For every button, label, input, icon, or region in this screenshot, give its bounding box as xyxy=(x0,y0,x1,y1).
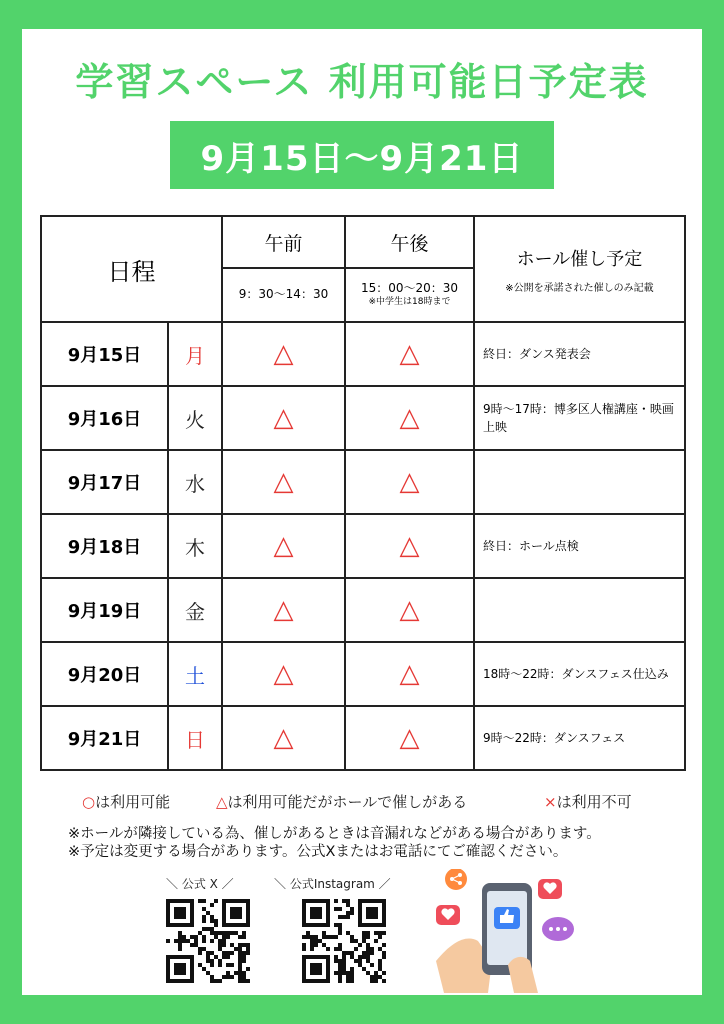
x-qr-code-icon[interactable] xyxy=(166,899,250,983)
table-row xyxy=(41,578,685,642)
row-afternoon-status: △ xyxy=(345,322,474,386)
morning-header: 午前 xyxy=(222,216,345,268)
notes xyxy=(68,825,688,861)
circle-symbol: ○ xyxy=(82,793,96,811)
triangle-symbol: △ xyxy=(216,793,228,811)
row-morning-status: △ xyxy=(222,386,345,450)
row-hall-event: 終日：ホール点検 xyxy=(474,514,685,578)
note-line: ※ホールが隣接している為、催しがあるときは音漏れなどがある場合があります。 xyxy=(68,826,601,842)
row-date: 9月17日 xyxy=(41,450,168,514)
legend-unavailable xyxy=(544,791,632,812)
hall-header xyxy=(474,216,685,322)
row-weekday: 木 xyxy=(168,514,222,578)
hall-header-title: ホール催し予定 xyxy=(516,248,643,270)
cross-symbol: × xyxy=(544,793,557,811)
table-row xyxy=(41,706,685,770)
row-hall-event xyxy=(474,578,685,642)
row-afternoon-status: △ xyxy=(345,450,474,514)
row-hall-event: 9時〜22時：ダンスフェス xyxy=(474,706,685,770)
row-date: 9月18日 xyxy=(41,514,168,578)
row-date: 9月15日 xyxy=(41,322,168,386)
row-weekday: 日 xyxy=(168,706,222,770)
hall-header-note: ※公開を承諾された催しのみ記載 xyxy=(505,282,654,294)
table-row xyxy=(41,322,685,386)
row-morning-status: △ xyxy=(222,706,345,770)
table-row xyxy=(41,514,685,578)
row-morning-status: △ xyxy=(222,578,345,642)
afternoon-time-text: 15：00〜20：30 xyxy=(360,281,459,296)
row-afternoon-status: △ xyxy=(345,386,474,450)
note-line: ※予定は変更する場合があります。公式Xまたはお電話にてご確認ください。 xyxy=(68,844,568,860)
row-afternoon-status: △ xyxy=(345,514,474,578)
row-afternoon-status: △ xyxy=(345,642,474,706)
row-weekday: 土 xyxy=(168,642,222,706)
row-date: 9月16日 xyxy=(41,386,168,450)
instagram-qr-code-icon[interactable] xyxy=(302,899,386,983)
afternoon-header: 午後 xyxy=(345,216,474,268)
row-weekday: 火 xyxy=(168,386,222,450)
page-title: 学習スペース 利用可能日予定表 xyxy=(75,60,649,104)
schedule-sheet xyxy=(22,29,702,995)
row-morning-status: △ xyxy=(222,514,345,578)
afternoon-time-note: ※中学生は18時まで xyxy=(368,296,451,307)
period-banner xyxy=(170,121,554,189)
row-morning-status: △ xyxy=(222,450,345,514)
morning-time: 9：30〜14：30 xyxy=(222,268,345,322)
table-row xyxy=(41,642,685,706)
period-text: 9月15日〜9月21日 xyxy=(200,138,524,179)
row-afternoon-status: △ xyxy=(345,578,474,642)
row-hall-event xyxy=(474,450,685,514)
afternoon-time xyxy=(345,268,474,322)
row-afternoon-status: △ xyxy=(345,706,474,770)
row-hall-event: 18時〜22時：ダンスフェス仕込み xyxy=(474,642,685,706)
row-hall-event: 9時〜17時：博多区人権講座・映画上映 xyxy=(474,386,685,450)
legend-partial xyxy=(216,791,467,812)
row-morning-status: △ xyxy=(222,322,345,386)
instagram-qr-label: ＼ 公式Instagram ／ xyxy=(274,877,391,891)
row-date: 9月19日 xyxy=(41,578,168,642)
row-date: 9月21日 xyxy=(41,706,168,770)
row-weekday: 月 xyxy=(168,322,222,386)
row-hall-event: 終日：ダンス発表会 xyxy=(474,322,685,386)
smartphone-social-illustration-icon xyxy=(434,869,584,993)
date-column-header: 日程 xyxy=(41,216,222,322)
table-row xyxy=(41,450,685,514)
schedule-table xyxy=(40,215,686,771)
legend-available-text: は利用可能 xyxy=(95,793,171,811)
row-date: 9月20日 xyxy=(41,642,168,706)
legend-unavailable-text: は利用不可 xyxy=(556,793,632,811)
legend-partial-text: は利用可能だがホールで催しがある xyxy=(227,793,468,811)
x-qr-label: ＼ 公式 X ／ xyxy=(166,877,234,891)
row-weekday: 金 xyxy=(168,578,222,642)
table-row xyxy=(41,386,685,450)
row-morning-status: △ xyxy=(222,642,345,706)
row-weekday: 水 xyxy=(168,450,222,514)
legend-available xyxy=(82,791,170,812)
